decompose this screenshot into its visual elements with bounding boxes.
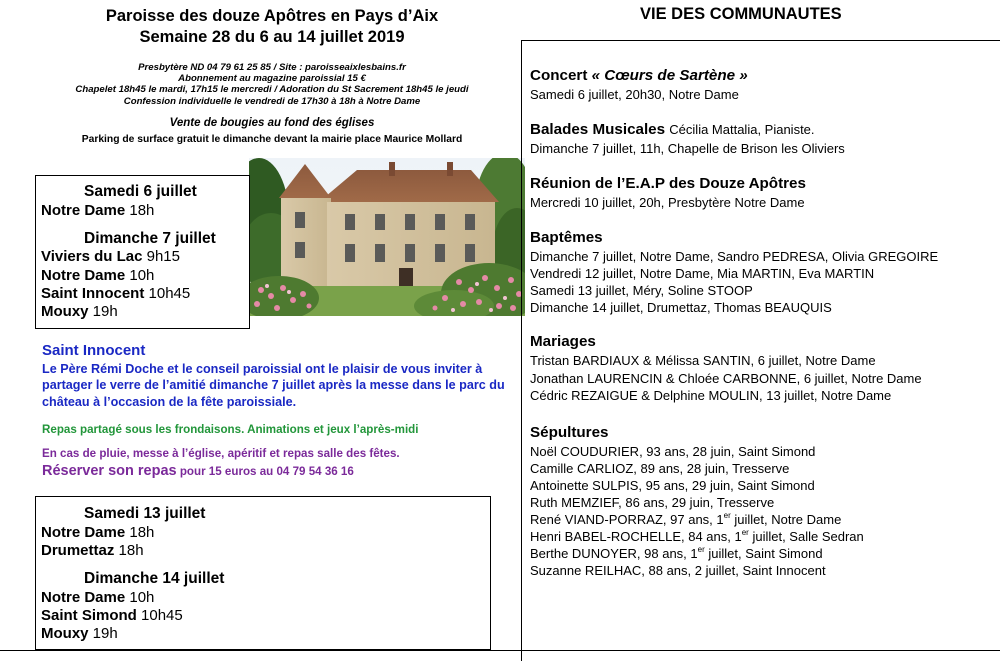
info-line: Chapelet 18h45 le mardi, 17h15 le mercredi / Adoration du St Sacrement 18h45 le jeudi — [75, 84, 469, 96]
mass-place: Mouxy — [41, 303, 89, 320]
balades-heading — [530, 121, 815, 138]
day-heading: Dimanche 7 juillet — [84, 230, 216, 247]
balades-label: Balades Musicales — [530, 121, 670, 138]
mariage-item: Tristan BARDIAUX & Mélissa SANTIN, 6 juillet, Notre Dame — [530, 353, 876, 368]
masses-week1-box — [35, 175, 250, 329]
sepulture-text: juillet, Notre Dame — [730, 512, 842, 527]
parish-info — [22, 62, 522, 107]
concert-name: « Cœurs de Sartène » — [591, 67, 748, 84]
mass-place: Mouxy — [41, 625, 89, 642]
sepulture-item: Antoinette SULPIS, 95 ans, 29 juin, Saint Simond — [530, 478, 815, 493]
sepulture-item — [530, 546, 823, 561]
concert-heading — [530, 67, 748, 84]
sepulture-text: Berthe DUNOYER, 98 ans, 1 — [530, 546, 698, 561]
mass-line — [41, 303, 118, 320]
mass-place: Drumettaz — [41, 542, 115, 559]
mass-place: Viviers du Lac — [41, 248, 143, 265]
rain-notice: En cas de pluie, messe à l’église, apéritif et repas salle des fêtes. — [42, 447, 400, 460]
candles-notice: Vente de bougies au fond des églises — [169, 117, 375, 129]
mass-time: 18h — [125, 202, 155, 219]
communities-title: VIE DES COMMUNAUTES — [640, 5, 842, 23]
mass-time: 9h15 — [142, 248, 180, 265]
sepulture-text: juillet, Saint Simond — [704, 546, 823, 561]
mass-line — [41, 607, 183, 624]
parking-notice: Parking de surface gratuit le dimanche devant la mairie place Maurice Mollard — [81, 134, 463, 145]
mass-time: 18h — [114, 542, 144, 559]
day-heading: Dimanche 14 juillet — [84, 570, 225, 587]
bapteme-item: Dimanche 7 juillet, Notre Dame, Sandro PEDRESA, Olivia GREGOIRE — [530, 249, 939, 264]
mass-time: 19h — [88, 303, 118, 320]
mass-place: Saint Simond — [41, 607, 137, 624]
day-heading: Samedi 13 juillet — [84, 505, 206, 522]
meal-notice: Repas partagé sous les frondaisons. Animations et jeux l’après-midi — [42, 423, 419, 436]
masses-week2-box — [35, 496, 491, 650]
bulletin-header — [22, 6, 522, 48]
baptemes-heading: Baptêmes — [530, 229, 603, 246]
mass-time: 10h45 — [136, 607, 183, 624]
bapteme-item: Dimanche 14 juillet, Drumettaz, Thomas BEAUQUIS — [530, 300, 832, 315]
reunion-heading: Réunion de l’E.A.P des Douze Apôtres — [530, 175, 806, 192]
sepulture-item: Noël COUDURIER, 93 ans, 28 juin, Saint Simond — [530, 444, 816, 459]
mass-line — [41, 589, 154, 606]
mass-line — [41, 202, 154, 219]
mass-line — [41, 542, 144, 559]
chateau-photo — [249, 158, 525, 316]
sepulture-item: Ruth MEMZIEF, 86 ans, 29 juin, Tresserve — [530, 495, 775, 510]
sepulture-text: René VIAND-PORRAZ, 97 ans, 1 — [530, 512, 724, 527]
sepulture-text: Henri BABEL-ROCHELLE, 84 ans, 1 — [530, 529, 742, 544]
ordinal-suffix: er — [741, 528, 749, 537]
mass-place: Notre Dame — [41, 202, 126, 219]
bapteme-item: Samedi 13 juillet, Méry, Soline STOOP — [530, 283, 753, 298]
balades-detail: Dimanche 7 juillet, 11h, Chapelle de Brison les Oliviers — [530, 141, 845, 156]
saint-innocent-title: Saint Innocent — [42, 342, 146, 359]
mass-line — [41, 248, 180, 265]
concert-label: Concert — [530, 67, 592, 84]
info-line: Abonnement au magazine paroissial 15 € — [178, 73, 366, 85]
mariages-heading: Mariages — [530, 333, 596, 350]
mass-line — [41, 267, 154, 284]
ordinal-suffix: er — [723, 511, 731, 520]
mass-time: 10h45 — [144, 285, 191, 302]
concert-detail: Samedi 6 juillet, 20h30, Notre Dame — [530, 87, 739, 102]
reunion-detail: Mercredi 10 juillet, 20h, Presbytère Notre Dame — [530, 195, 805, 210]
mass-line — [41, 524, 154, 541]
sepulture-item: Suzanne REILHAC, 88 ans, 2 juillet, Saint Innocent — [530, 563, 826, 578]
mariage-item: Cédric REZAIGUE & Delphine MOULIN, 13 juillet, Notre Dame — [530, 388, 892, 403]
parish-title: Paroisse des douze Apôtres en Pays d’Aix — [105, 7, 439, 25]
mass-time: 10h — [125, 267, 155, 284]
info-line: Confession individuelle le vendredi de 17h30 à 18h à Notre Dame — [123, 95, 421, 107]
reservation-notice — [42, 462, 354, 480]
reservation-detail: pour 15 euros au 04 79 54 36 16 — [176, 465, 354, 478]
mass-time: 19h — [88, 625, 118, 642]
week-title: Semaine 28 du 6 au 14 juillet 2019 — [139, 28, 405, 46]
page-bottom-rule — [0, 650, 1000, 651]
mass-line — [41, 625, 118, 642]
mass-place: Notre Dame — [41, 524, 126, 541]
ordinal-suffix: er — [697, 545, 705, 554]
day-heading: Samedi 6 juillet — [84, 183, 197, 200]
mass-line — [41, 285, 190, 302]
sepulture-item — [530, 529, 864, 544]
mariage-item: Jonathan LAURENCIN & Chloée CARBONNE, 6 juillet, Notre Dame — [530, 371, 922, 386]
sepulture-item: Camille CARLIOZ, 89 ans, 28 juin, Tresserve — [530, 461, 790, 476]
saint-innocent-invitation: Le Père Rémi Doche et le conseil paroissial ont le plaisir de vous inviter à partager le verre de l’amitié dimanche 7 juillet après la messe dans le parc du château à l’occasion de la fête paroissiale. — [42, 362, 505, 409]
sepultures-heading: Sépultures — [530, 424, 609, 441]
mass-place: Saint Innocent — [41, 285, 145, 302]
sepulture-text: juillet, Salle Sedran — [748, 529, 864, 544]
mass-time: 18h — [125, 524, 155, 541]
info-line: Presbytère ND 04 79 61 25 85 / Site : paroisseaixlesbains.fr — [138, 62, 406, 73]
sepulture-item — [530, 512, 841, 527]
bapteme-item: Vendredi 12 juillet, Notre Dame, Mia MARTIN, Eva MARTIN — [530, 266, 875, 281]
reservation-label: Réserver son repas — [42, 463, 177, 479]
mass-time: 10h — [125, 589, 155, 606]
mass-place: Notre Dame — [41, 267, 126, 284]
balades-artist: Cécilia Mattalia, Pianiste. — [669, 122, 815, 137]
mass-place: Notre Dame — [41, 589, 126, 606]
